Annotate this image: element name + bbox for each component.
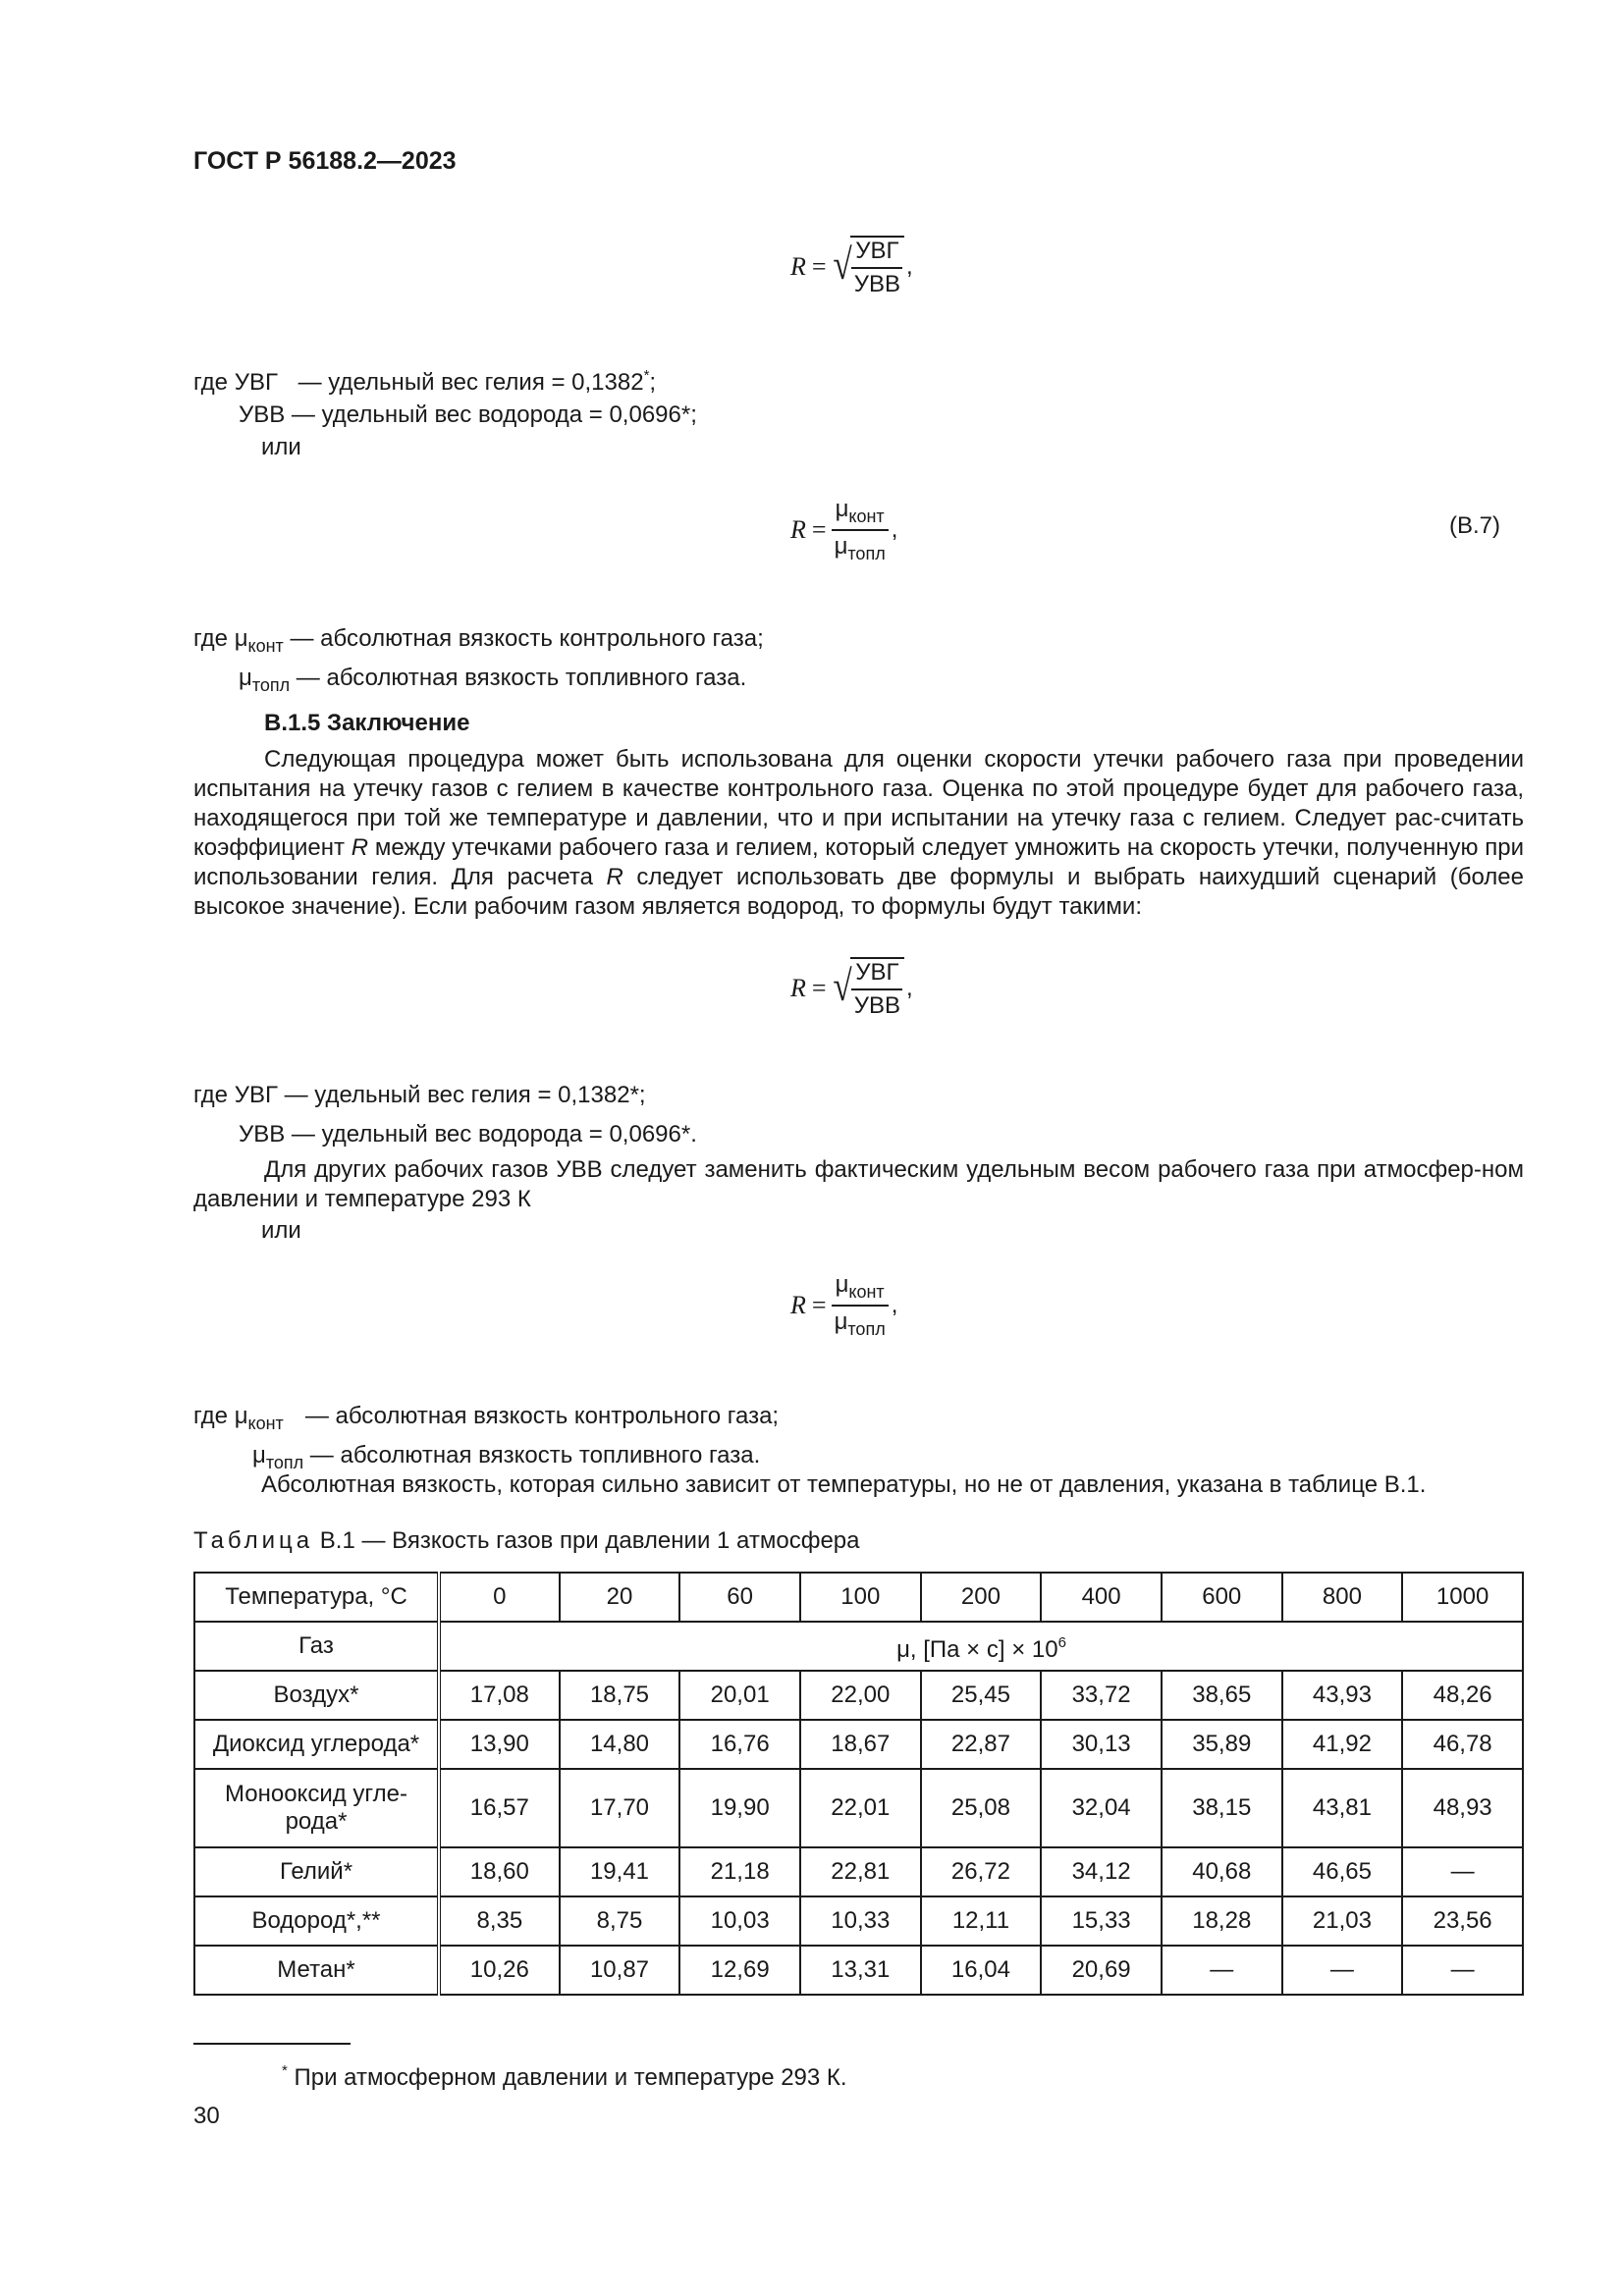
fraction (831, 496, 890, 564)
viscosity-note: Абсолютная вязкость, которая сильно зависит от температуры, но не от давления, указана в таблице B.1. (261, 1471, 1427, 1498)
temperature-cell: 800 (1282, 1573, 1403, 1622)
equals-sign: = (811, 1291, 827, 1319)
table-unit-row (194, 1622, 1523, 1671)
unit-header: μ, $[Па \times с] \times 10^6$ (439, 1622, 1523, 1671)
table-cell: 22,81 (800, 1847, 921, 1896)
temperature-cell: 1000 (1402, 1573, 1523, 1622)
table-cell: 35,89 (1162, 1720, 1282, 1769)
temperature-cell: 60 (679, 1573, 800, 1622)
formula-viscosity-1 (790, 496, 897, 564)
gas-name: Монооксид угле-рода* (194, 1769, 439, 1847)
table-cell: 48,26 (1402, 1671, 1523, 1720)
formula-sqrt-1 (790, 236, 913, 298)
table-cell: 18,60 (439, 1847, 560, 1896)
table-row (194, 1720, 1523, 1769)
where-line-5: где УВГ — удельный вес гелия = 0,1382*; (193, 1082, 646, 1108)
fraction (850, 957, 904, 1020)
table-cell: 20,01 (679, 1671, 800, 1720)
table-row (194, 1847, 1523, 1896)
table-cell: 18,28 (1162, 1896, 1282, 1946)
numerator: $\mu_{конт}$ (832, 496, 889, 531)
where-line-4: $\mu_{топл}$ — абсолютная вязкость топливного газа. (239, 665, 747, 695)
table-cell: 14,80 (560, 1720, 680, 1769)
table-cell: 43,81 (1282, 1769, 1403, 1847)
table-cell: 10,03 (679, 1896, 800, 1946)
table-cell: 43,93 (1282, 1671, 1403, 1720)
formula-number: (B.7) (1449, 512, 1501, 539)
table-cell: 16,57 (439, 1769, 560, 1847)
footnote: * При атмосферном давлении и температуре 293 К. (282, 2062, 847, 2091)
table-cell: 25,08 (921, 1769, 1042, 1847)
table-cell: 10,33 (800, 1896, 921, 1946)
table-caption: Таблица B.1 — Вязкость газов при давлении 1 атмосфера (193, 1527, 860, 1554)
where-prefix: где УВГ (193, 369, 278, 396)
formula-sqrt-2 (790, 957, 913, 1020)
table-cell: 46,65 (1282, 1847, 1403, 1896)
gas-name: Гелий* (194, 1847, 439, 1896)
where-line-1 (193, 360, 656, 399)
comma: , (891, 516, 898, 543)
temperature-cell: 600 (1162, 1573, 1282, 1622)
table-cell: 18,67 (800, 1720, 921, 1769)
comma: , (891, 1292, 898, 1318)
conclusion-paragraph: Следующая процедура может быть использована для оценки скорости утечки рабочего газа при проведении испытания на утечку газов с гелием в качестве контрольного газа. Оценка по этой процедуре будет для рабочего газа, находящегося при той же температуре и давлении, что и при испытании на утечку газа с гелием. Следует рас-считать коэффициент R между утечками рабочего газа и гелием, который следует умножить на скорость утечки, полученную при использовании гелия. Для расчета R следует использовать две формулы и выбрать наихудший сценарий (более высокое значение). Если рабочим газом является водород, то формулы будут такими: (193, 746, 1524, 920)
table-cell: 17,08 (439, 1671, 560, 1720)
table-cell: 30,13 (1041, 1720, 1162, 1769)
temperature-cell: 20 (560, 1573, 680, 1622)
table-cell: 41,92 (1282, 1720, 1403, 1769)
temperature-header: Температура, °С (194, 1573, 439, 1622)
table-cell: 19,90 (679, 1769, 800, 1847)
table-cell: 8,35 (439, 1896, 560, 1946)
table-row (194, 1671, 1523, 1720)
square-root (831, 236, 904, 298)
table-cell: 10,87 (560, 1946, 680, 1995)
footnote-separator (193, 2043, 351, 2045)
table-row (194, 1769, 1523, 1847)
where-line-8: $\mu_{топл}$ — абсолютная вязкость топливного газа. (252, 1442, 761, 1472)
temperature-cell: 400 (1041, 1573, 1162, 1622)
temperature-cell: 200 (921, 1573, 1042, 1622)
table-cell: 40,68 (1162, 1847, 1282, 1896)
table-cell: 12,11 (921, 1896, 1042, 1946)
table-cell: 12,69 (679, 1946, 800, 1995)
table-cell: 15,33 (1041, 1896, 1162, 1946)
page-number: 30 (193, 2103, 220, 2129)
table-cell: 21,18 (679, 1847, 800, 1896)
gas-header: Газ (194, 1622, 439, 1671)
where-definition: — удельный вес гелия = 0,1382 (298, 369, 644, 396)
table-cell: 22,00 (800, 1671, 921, 1720)
table-cell: 17,70 (560, 1769, 680, 1847)
table-cell: — (1162, 1946, 1282, 1995)
equals-sign: = (811, 252, 827, 281)
table-cell: 16,04 (921, 1946, 1042, 1995)
denominator: УВВ (853, 992, 900, 1019)
table-cell: 23,56 (1402, 1896, 1523, 1946)
footnote-mark: * (643, 367, 650, 384)
numerator: $\mu_{конт}$ (832, 1271, 889, 1307)
table-cell: 16,76 (679, 1720, 800, 1769)
table-cell: 48,93 (1402, 1769, 1523, 1847)
square-root (831, 957, 904, 1020)
table-cell: 20,69 (1041, 1946, 1162, 1995)
formula-lhs: R (790, 974, 806, 1002)
table-cell: 22,01 (800, 1769, 921, 1847)
temperature-cell: 0 (439, 1573, 560, 1622)
comma: , (905, 253, 913, 280)
or-text: или (261, 434, 301, 460)
table-cell: 8,75 (560, 1896, 680, 1946)
table-cell: 38,15 (1162, 1769, 1282, 1847)
radical-sign: √ (832, 240, 852, 289)
where-line-7: где $\mu_{конт}$ — абсолютная вязкость контрольного газа; (193, 1403, 780, 1433)
table-cell: 21,03 (1282, 1896, 1403, 1946)
table-cell: 26,72 (921, 1847, 1042, 1896)
viscosity-table (193, 1572, 1524, 1996)
table-cell: 33,72 (1041, 1671, 1162, 1720)
fraction (831, 1271, 890, 1340)
radical-sign: √ (832, 962, 852, 1010)
punctuation: ; (649, 369, 657, 396)
table-cell: 32,04 (1041, 1769, 1162, 1847)
table-cell: 38,65 (1162, 1671, 1282, 1720)
table-cell: 34,12 (1041, 1847, 1162, 1896)
denominator: $\mu_{топл}$ (834, 1308, 886, 1339)
where-line-3: где $\mu_{конт}$ — абсолютная вязкость контрольного газа; (193, 625, 764, 656)
table-cell: 13,90 (439, 1720, 560, 1769)
gas-name: Воздух* (194, 1671, 439, 1720)
gas-name: Водород*,** (194, 1896, 439, 1946)
or-text-2: или (261, 1217, 301, 1244)
table-cell: 18,75 (560, 1671, 680, 1720)
table-cell: 22,87 (921, 1720, 1042, 1769)
formula-lhs: R (790, 515, 806, 544)
document-header: ГОСТ Р 56188.2—2023 (193, 147, 457, 175)
table-header-row (194, 1573, 1523, 1622)
table-cell: — (1282, 1946, 1403, 1995)
other-gases-paragraph: Для других рабочих газов УВВ следует заменить фактическим удельным весом рабочего газа при атмосфер-ном давлении и температуре 293 К (193, 1156, 1524, 1212)
table-cell: 25,45 (921, 1671, 1042, 1720)
equals-sign: = (811, 515, 827, 544)
where-line-2: УВВ — удельный вес водорода = 0,0696*; (239, 401, 697, 428)
table-row (194, 1896, 1523, 1946)
formula-lhs: R (790, 1291, 806, 1319)
denominator: УВВ (853, 271, 900, 297)
table-cell: 13,31 (800, 1946, 921, 1995)
table-cell: 46,78 (1402, 1720, 1523, 1769)
gas-name: Диоксид углерода* (194, 1720, 439, 1769)
where-line-6: УВВ — удельный вес водорода = 0,0696*. (239, 1121, 697, 1148)
table-cell: 19,41 (560, 1847, 680, 1896)
table-cell: 10,26 (439, 1946, 560, 1995)
table-cell: — (1402, 1847, 1523, 1896)
numerator: УВГ (851, 238, 902, 269)
numerator: УВГ (851, 959, 902, 990)
table-cell: — (1402, 1946, 1523, 1995)
formula-lhs: R (790, 252, 806, 281)
denominator: $\mu_{топл}$ (834, 533, 886, 563)
section-title: B.1.5 Заключение (264, 710, 470, 736)
gas-name: Метан* (194, 1946, 439, 1995)
comma: , (905, 975, 913, 1001)
fraction (850, 236, 904, 298)
formula-viscosity-2 (790, 1271, 897, 1340)
equals-sign: = (811, 974, 827, 1002)
table-row (194, 1946, 1523, 1995)
temperature-cell: 100 (800, 1573, 921, 1622)
